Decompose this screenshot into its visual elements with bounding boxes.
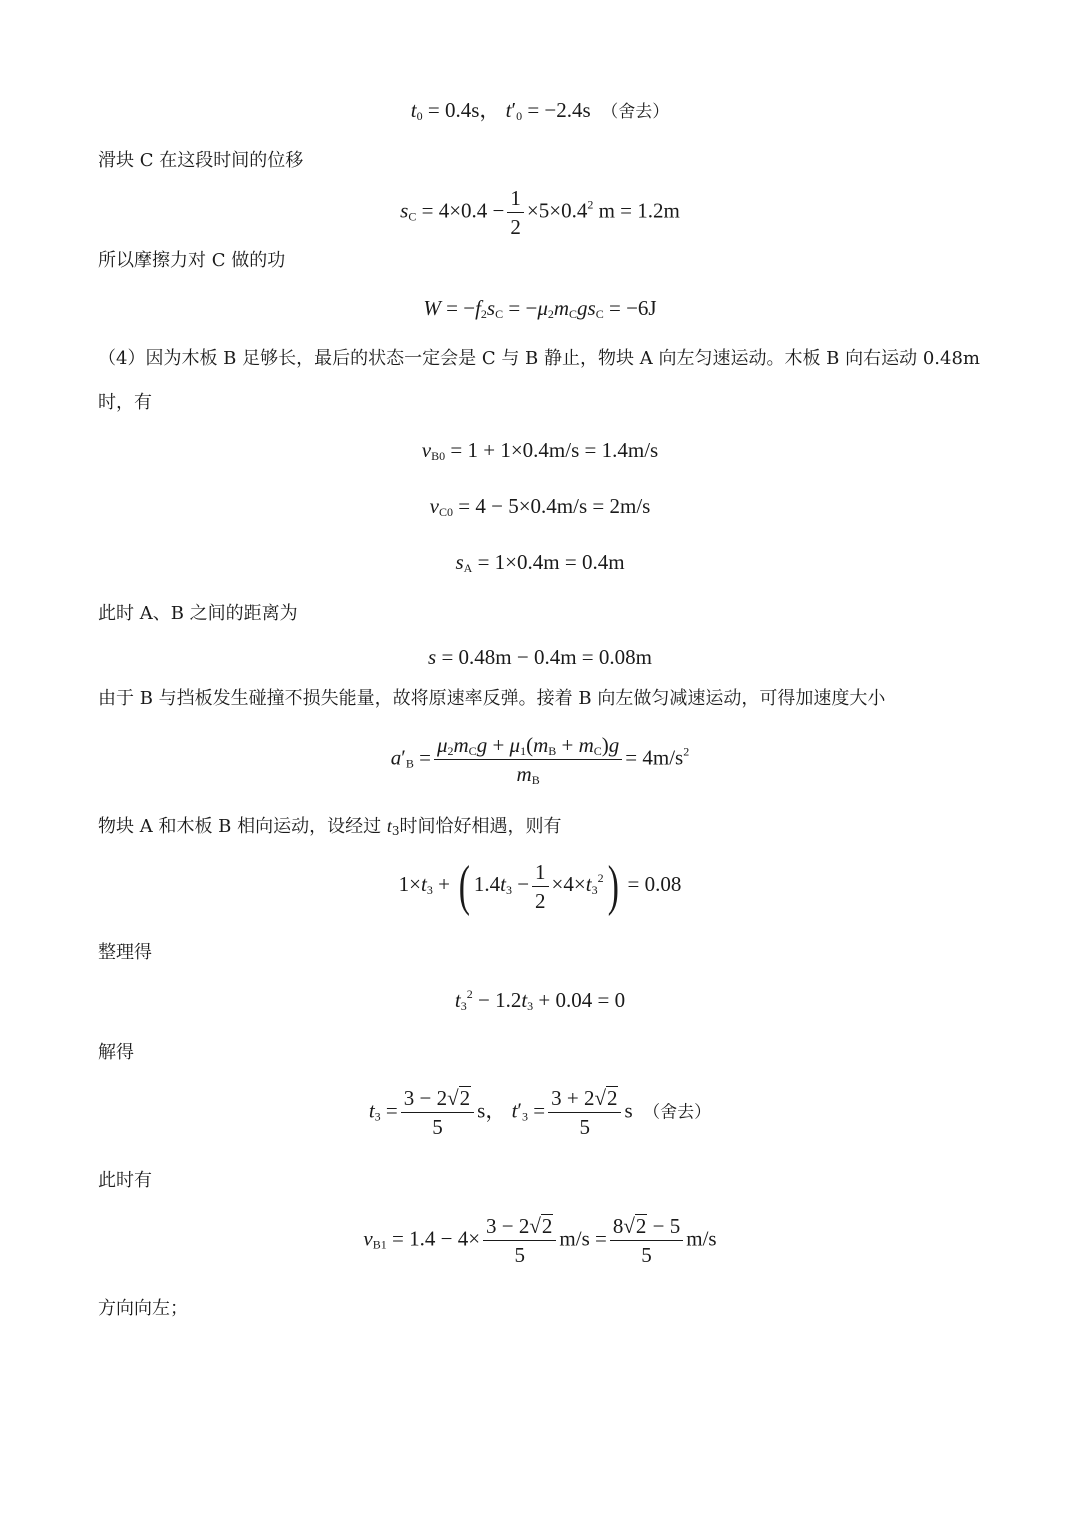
- text-friction-work: 所以摩擦力对 C 做的功: [98, 250, 286, 271]
- text-part4-cont: 时，有: [98, 392, 152, 413]
- text-now: 此时有: [98, 1170, 152, 1191]
- equation-s: s = 0.48m − 0.4m = 0.08m: [428, 645, 652, 669]
- text-solve: 解得: [98, 1042, 134, 1063]
- equation-vb0: $v_{B0} = 1 + 1\times 0.4m/s = 1.4m/s$: [421, 438, 659, 463]
- equation-vc0: $v_{C0} = 4 - 5\times 0.4m/s = 2m/s$: [429, 494, 651, 519]
- equation-quadratic: $t_3^2 - 1.2t_3 + 0.04 = 0$: [454, 987, 626, 1013]
- text-meeting: 物块 A 和木板 B 相向运动，设经过 $t_3$时间恰好相遇，则有: [98, 816, 562, 838]
- discard-note: （舍去）: [601, 102, 670, 122]
- equation-vb1: $v_{B1} = 1.4 - 4\times$ $\frac{3 - 2√2}{5}$ m/s = $\frac{8√2 - 5}{5}$ m/s: [363, 1214, 717, 1267]
- discard-note-2: （舍去）: [643, 1102, 712, 1123]
- text-part4: （4）因为木板 B 足够长，最后的状态一定会是 C 与 B 静止，物块 A 向左匀速运动。木板 B 向右运动 0.48m: [98, 348, 980, 369]
- equation-work: $W = -f_2s_C = -\mu_2m_Cgs_C = -6J$: [423, 296, 657, 321]
- equation-meeting: $1\times t_3$ + ( $1.4t_3$ − $\frac{1}{2}$ $\times 4\times t_3^2) = 0.08$: [398, 855, 682, 917]
- equation-t0: $t_0 = 0.4s$， $t'_0 = -2.4s$ （舍去）: [410, 98, 670, 123]
- equation-ab: $a'_B$ = $\frac{\mu_2m_Cg + \mu_1(m_B + m_C)g}{m_B}$ = $4m/s^2$: [390, 733, 690, 787]
- equation-sc: $s_C = 4\times 0.4$ − $\frac{1}{2}$ $\times 5\times 0.4^2$ m = 1.2m: [400, 186, 680, 239]
- text-displacement-c: 滑块 C 在这段时间的位移: [98, 150, 304, 171]
- text-collision: 由于 B 与挡板发生碰撞不损失能量，故将原速率反弹。接着 B 向左做匀减速运动，可得加速度大小: [98, 688, 886, 709]
- equation-sa: $s_A = 1\times 0.4m = 0.4m$: [455, 550, 625, 575]
- equation-t3: $t_3$ = $\frac{3 - 2√2}{5}$ s， $t'_3$ = $\frac{3 + 2√2}{5}$ s （舍去）: [368, 1086, 712, 1139]
- text-distance-ab: 此时 A、B 之间的距离为: [98, 603, 298, 624]
- text-direction: 方向向左；: [98, 1298, 188, 1319]
- text-rearrange: 整理得: [98, 942, 152, 963]
